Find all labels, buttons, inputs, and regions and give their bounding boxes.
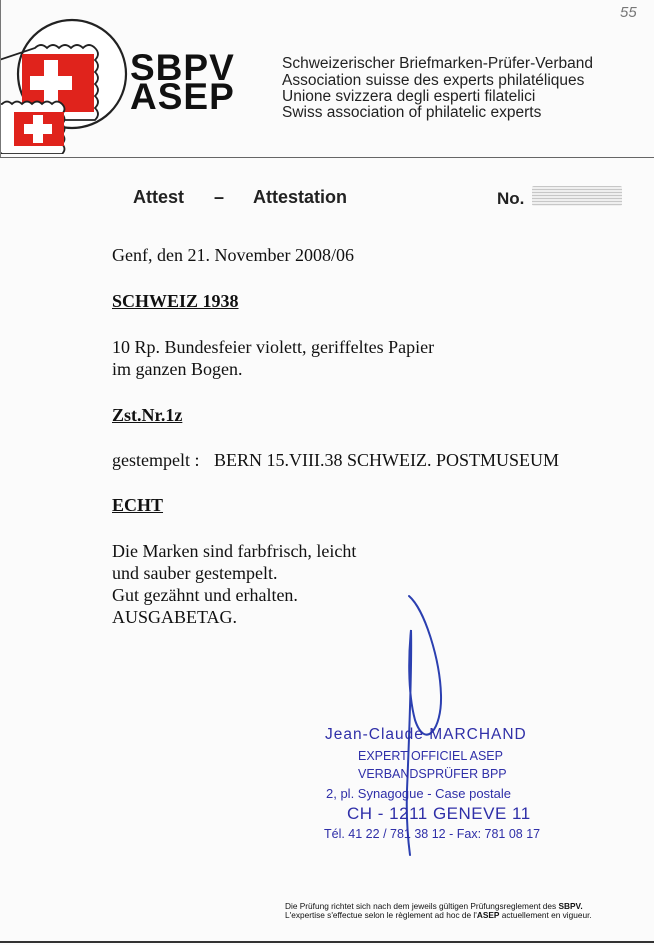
org-name-de: Schweizerischer Briefmarken-Prüfer-Verband <box>282 55 593 72</box>
country-heading: SCHWEIZ 1938 <box>112 291 239 311</box>
title-dash: – <box>214 187 225 207</box>
org-abbr-sbpv: SBPV <box>130 47 235 88</box>
footer-fr-text: L'expertise s'effectue selon le règlement ad hoc de l' <box>285 910 477 920</box>
org-name-it: Unione svizzera degli esperti filatelici <box>282 88 536 105</box>
stamp-address: 2, pl. Synagogue - Case postale <box>326 786 512 801</box>
footer-de-text: Die Prüfung richtet sich nach dem jeweils gültigen Prüfungsreglement des <box>285 901 559 911</box>
remark-line-2: und sauber gestempelt. <box>112 563 278 583</box>
stamp-title-2: VERBANDSPRÜFER BPP <box>358 767 507 781</box>
catalogue-number: Zst.Nr.1z <box>112 405 183 425</box>
stamp-city: CH - 1211 GENEVE 11 <box>347 804 531 823</box>
place-date: Genf, den 21. November 2008/06 <box>112 245 354 265</box>
verdict: ECHT <box>112 495 164 515</box>
stamp-title-1: EXPERT OFFICIEL ASEP <box>358 749 503 763</box>
attestation-label: Attestation <box>253 187 347 207</box>
remark-line-3: Gut gezähnt und erhalten. <box>112 585 298 605</box>
org-name-fr: Association suisse des experts philatéliques <box>282 72 585 89</box>
description-line-1: 10 Rp. Bundesfeier violett, geriffeltes Papier <box>112 337 435 357</box>
left-edge <box>0 0 1 158</box>
certificate-no-label: No. <box>497 189 525 208</box>
footer-regulation-fr <box>285 910 592 920</box>
remark-line-4: AUSGABETAG. <box>112 607 238 627</box>
org-abbr-asep: ASEP <box>130 76 235 117</box>
cancel-label: gestempelt : <box>112 450 200 470</box>
page-bottom-edge <box>0 941 654 943</box>
description-line-2: im ganzen Bogen. <box>112 359 243 379</box>
header-divider <box>0 157 654 158</box>
footer-fr-text-end: actuellement en vigueur. <box>499 910 592 920</box>
certificate-number-redacted <box>532 186 622 206</box>
sbpv-logo <box>0 14 130 154</box>
stamp-expert-name: Jean-Claude MARCHAND <box>325 726 527 743</box>
stamp-phone: Tél. 41 22 / 781 38 12 - Fax: 781 08 17 <box>324 827 541 841</box>
cancel-text: BERN 15.VIII.38 SCHWEIZ. POSTMUSEUM <box>214 450 560 470</box>
attest-label: Attest <box>133 187 185 207</box>
footer-de-org: SBPV. <box>558 901 583 911</box>
org-name-en: Swiss association of philatelic experts <box>282 104 542 121</box>
footer-fr-org: ASEP <box>476 910 500 920</box>
remark-line-1: Die Marken sind farbfrisch, leicht <box>112 541 357 561</box>
pencil-note: 55 <box>620 4 637 21</box>
